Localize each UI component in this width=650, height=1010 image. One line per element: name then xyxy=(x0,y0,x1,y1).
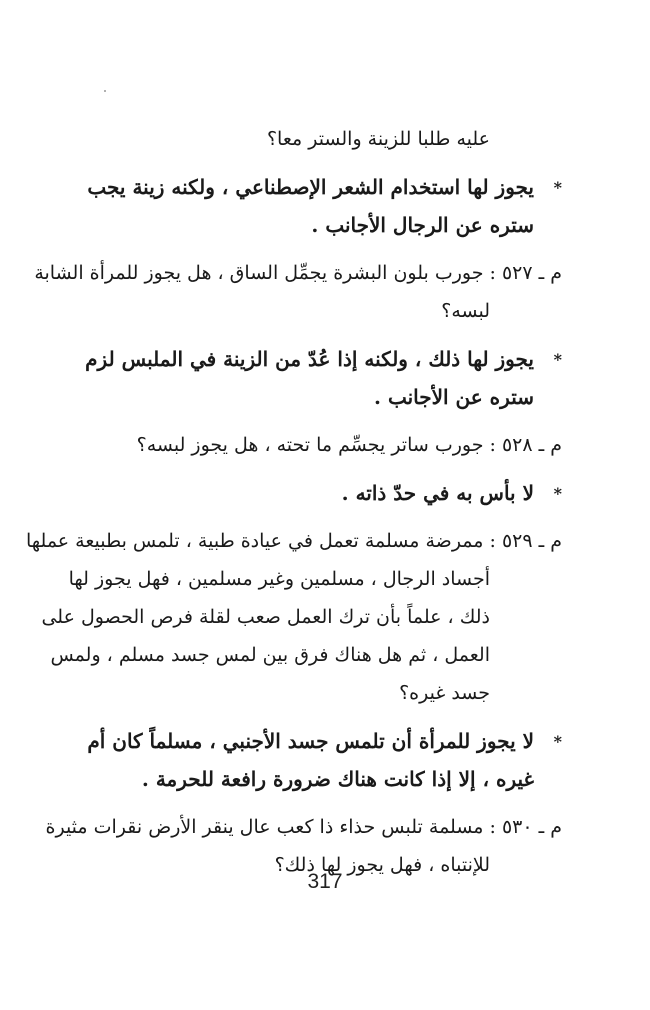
question-529 xyxy=(25,522,562,712)
page-number: 317 xyxy=(307,870,343,893)
text-line: لا بأس به في حدّ ذاته . xyxy=(341,481,534,505)
asterisk-marker: * xyxy=(553,484,562,503)
text-line: م ـ ٥٢٨ : جورب ساتر يجسِّم ما تحته ، هل يجوز لبسه؟ xyxy=(136,434,562,456)
text-line: عليه طلبا للزينة والستر معا؟ xyxy=(266,128,490,150)
text-line: العمل ، ثم هل هناك فرق بين لمس جسد مسلم ، ولمس xyxy=(50,644,490,666)
text-line: م ـ ٥٢٩ : ممرضة مسلمة تعمل في عيادة طبية ، تلمس بطبيعة عملها xyxy=(25,530,562,552)
asterisk-marker: * xyxy=(553,732,562,751)
question-527 xyxy=(34,254,562,330)
speck xyxy=(104,90,106,92)
text-line: م ـ ٥٢٧ : جورب بلون البشرة يجمِّل الساق ، هل يجوز للمرأة الشابة xyxy=(34,262,562,284)
text-line: ذلك ، علماً بأن ترك العمل صعب لقلة فرص الحصول على xyxy=(41,606,490,628)
text-line: يجوز لها ذلك ، ولكنه إذا عُدّ من الزينة في الملبس لزم xyxy=(85,347,534,371)
text-line: ستره عن الرجال الأجانب . xyxy=(311,213,534,237)
asterisk-marker: * xyxy=(553,350,562,369)
text-line: جسد غيره؟ xyxy=(399,682,490,704)
question-528 xyxy=(72,426,562,464)
text-line: ستره عن الأجانب . xyxy=(374,385,534,409)
text-line: م ـ ٥٣٠ : مسلمة تلبس حذاء ذا كعب عال ينقر الأرض نقرات مثيرة xyxy=(45,816,562,838)
answer-526 xyxy=(72,168,562,244)
text-line: لا يجوز للمرأة أن تلمس جسد الأجنبي ، مسلماً كان أم xyxy=(87,729,534,753)
text-line: لبسه؟ xyxy=(441,300,490,322)
text-line: للإنتباه ، فهل يجوز لها ذلك؟ xyxy=(274,854,490,876)
answer-527 xyxy=(72,340,562,416)
page-body xyxy=(25,120,562,894)
text-line: أجساد الرجال ، مسلمين وغير مسلمين ، فهل يجوز لها xyxy=(68,568,490,590)
answer-529 xyxy=(72,722,562,798)
text-line: غيره ، إلا إذا كانت هناك ضرورة رافعة للحرمة . xyxy=(141,767,534,791)
text-line: يجوز لها استخدام الشعر الإصطناعي ، ولكنه زينة يجب xyxy=(87,175,534,199)
asterisk-marker: * xyxy=(553,178,562,197)
answer-528 xyxy=(72,474,562,512)
question-continuation xyxy=(72,120,562,158)
